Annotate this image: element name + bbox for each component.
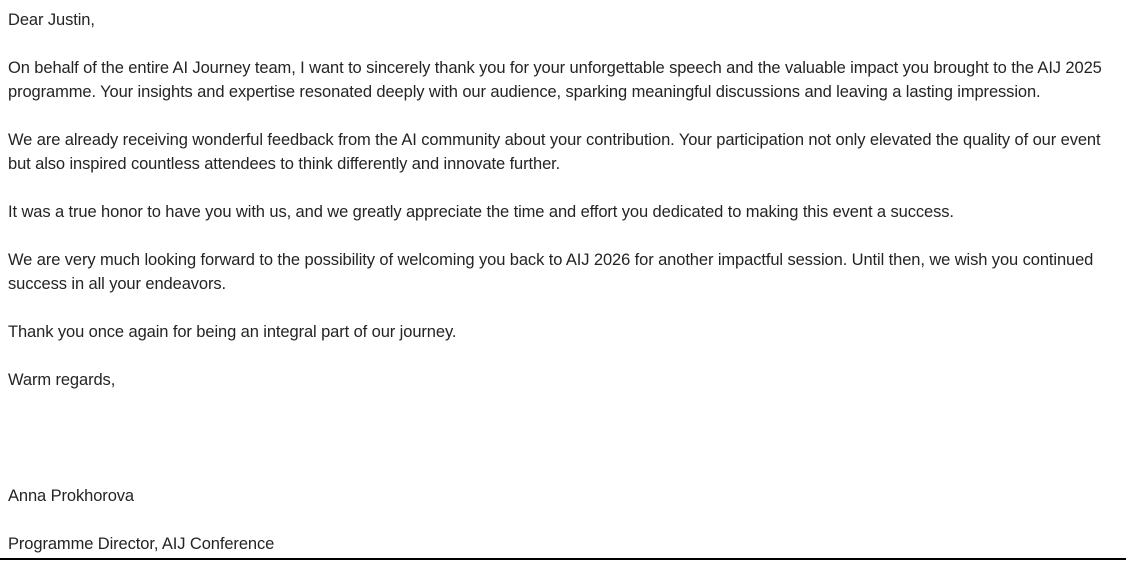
letter-paragraph: Thank you once again for being an integral part of our journey. — [8, 323, 457, 341]
letter-paragraph: It was a true honor to have you with us, and we greatly appreciate the time and effort you dedicated to making this event a success. — [8, 203, 954, 221]
closing: Warm regards, — [8, 371, 116, 389]
signature-title: Programme Director, AIJ Conference — [8, 535, 275, 553]
letter-paragraph: We are very much looking forward to the possibility of welcoming you back to AIJ 2026 for another impactful session. Until then, we wish you continued success in all your endeavors. — [8, 251, 1094, 293]
signature-block — [8, 416, 1118, 556]
letter-paragraph: We are already receiving wonderful feedback from the AI community about your contribution. Your participation not only elevated the quality of our event but also inspired countless attendees to think differently and innovate further. — [8, 131, 1101, 173]
letter-paragraph: On behalf of the entire AI Journey team, I want to sincerely thank you for your unforgettable speech and the valuable impact you brought to the AIJ 2025 programme. Your insights and expertise resonated deeply with our audience, sparking meaningful discussions and leaving a lasting impression. — [8, 59, 1102, 101]
signature-name: Anna Prokhorova — [8, 487, 134, 505]
bottom-divider — [0, 558, 1126, 560]
salutation: Dear Justin, — [8, 11, 95, 29]
